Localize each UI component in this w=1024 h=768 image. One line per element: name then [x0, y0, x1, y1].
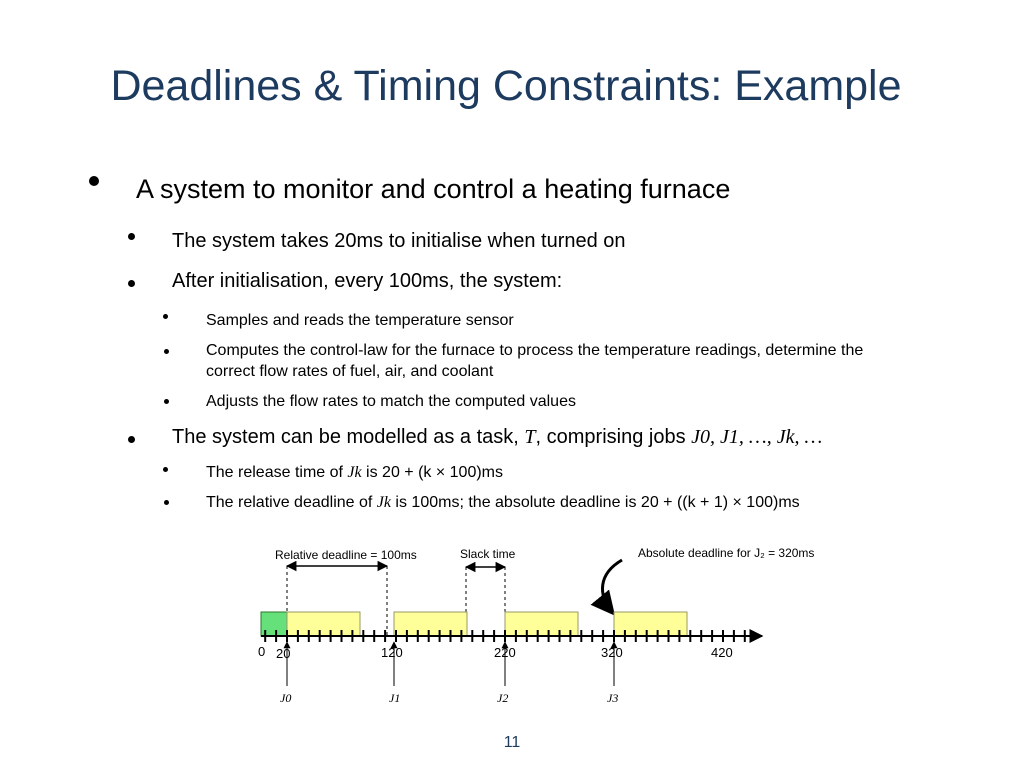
main-bullet: A system to monitor and control a heating furnace — [136, 174, 731, 204]
release-prefix: The release time of — [206, 464, 348, 481]
deadline-job: Jk — [376, 494, 391, 511]
bullet-after-init: After initialisation, every 100ms, the system: — [172, 270, 563, 292]
task-symbol: T — [524, 426, 536, 448]
job-label-j3: J3 — [607, 691, 619, 705]
bullet-init: The system takes 20ms to initialise when turned on — [172, 230, 626, 252]
relative-deadline-label: Relative deadline = 100ms — [275, 548, 417, 562]
slack-time-label: Slack time — [460, 547, 516, 561]
page-number: 11 — [503, 734, 521, 751]
slide-title: Deadlines & Timing Constraints: Example — [110, 62, 902, 110]
absolute-deadline-arrow — [603, 560, 622, 612]
job-block-j1 — [394, 612, 467, 636]
tick-label-20: 20 — [276, 646, 291, 661]
job-label-j1: J1 — [389, 691, 401, 705]
deadline-suffix: is 100ms; the absolute deadline is 20 + ((k + 1) × 100)ms — [390, 494, 800, 511]
model-mid: , comprising jobs — [535, 426, 692, 448]
job-label-j2: J2 — [497, 691, 509, 705]
model-prefix: The system can be modelled as a task, — [172, 426, 525, 448]
absolute-deadline-label: Absolute deadline for J₂ = 320ms — [638, 546, 815, 560]
release-job: Jk — [347, 464, 362, 481]
job-list: J0, J1, …, Jk, … — [691, 426, 823, 448]
deadline-prefix: The relative deadline of — [206, 494, 377, 511]
release-suffix: is 20 + (k × 100)ms — [361, 464, 503, 481]
tick-label-120: 120 — [381, 645, 403, 660]
step-compute: Computes the control-law for the furnace to process the temperature readings, determine the — [206, 342, 864, 359]
step-adjust: Adjusts the flow rates to match the computed values — [206, 393, 576, 410]
tick-label-0: 0 — [258, 644, 266, 659]
job-label-j0: J0 — [280, 691, 292, 705]
tick-label-420: 420 — [711, 645, 733, 660]
step-sample: Samples and reads the temperature sensor — [206, 312, 514, 329]
step-compute-cont: correct flow rates of fuel, air, and coolant — [206, 363, 494, 380]
tick-label-320: 320 — [601, 645, 623, 660]
tick-label-220: 220 — [494, 645, 516, 660]
